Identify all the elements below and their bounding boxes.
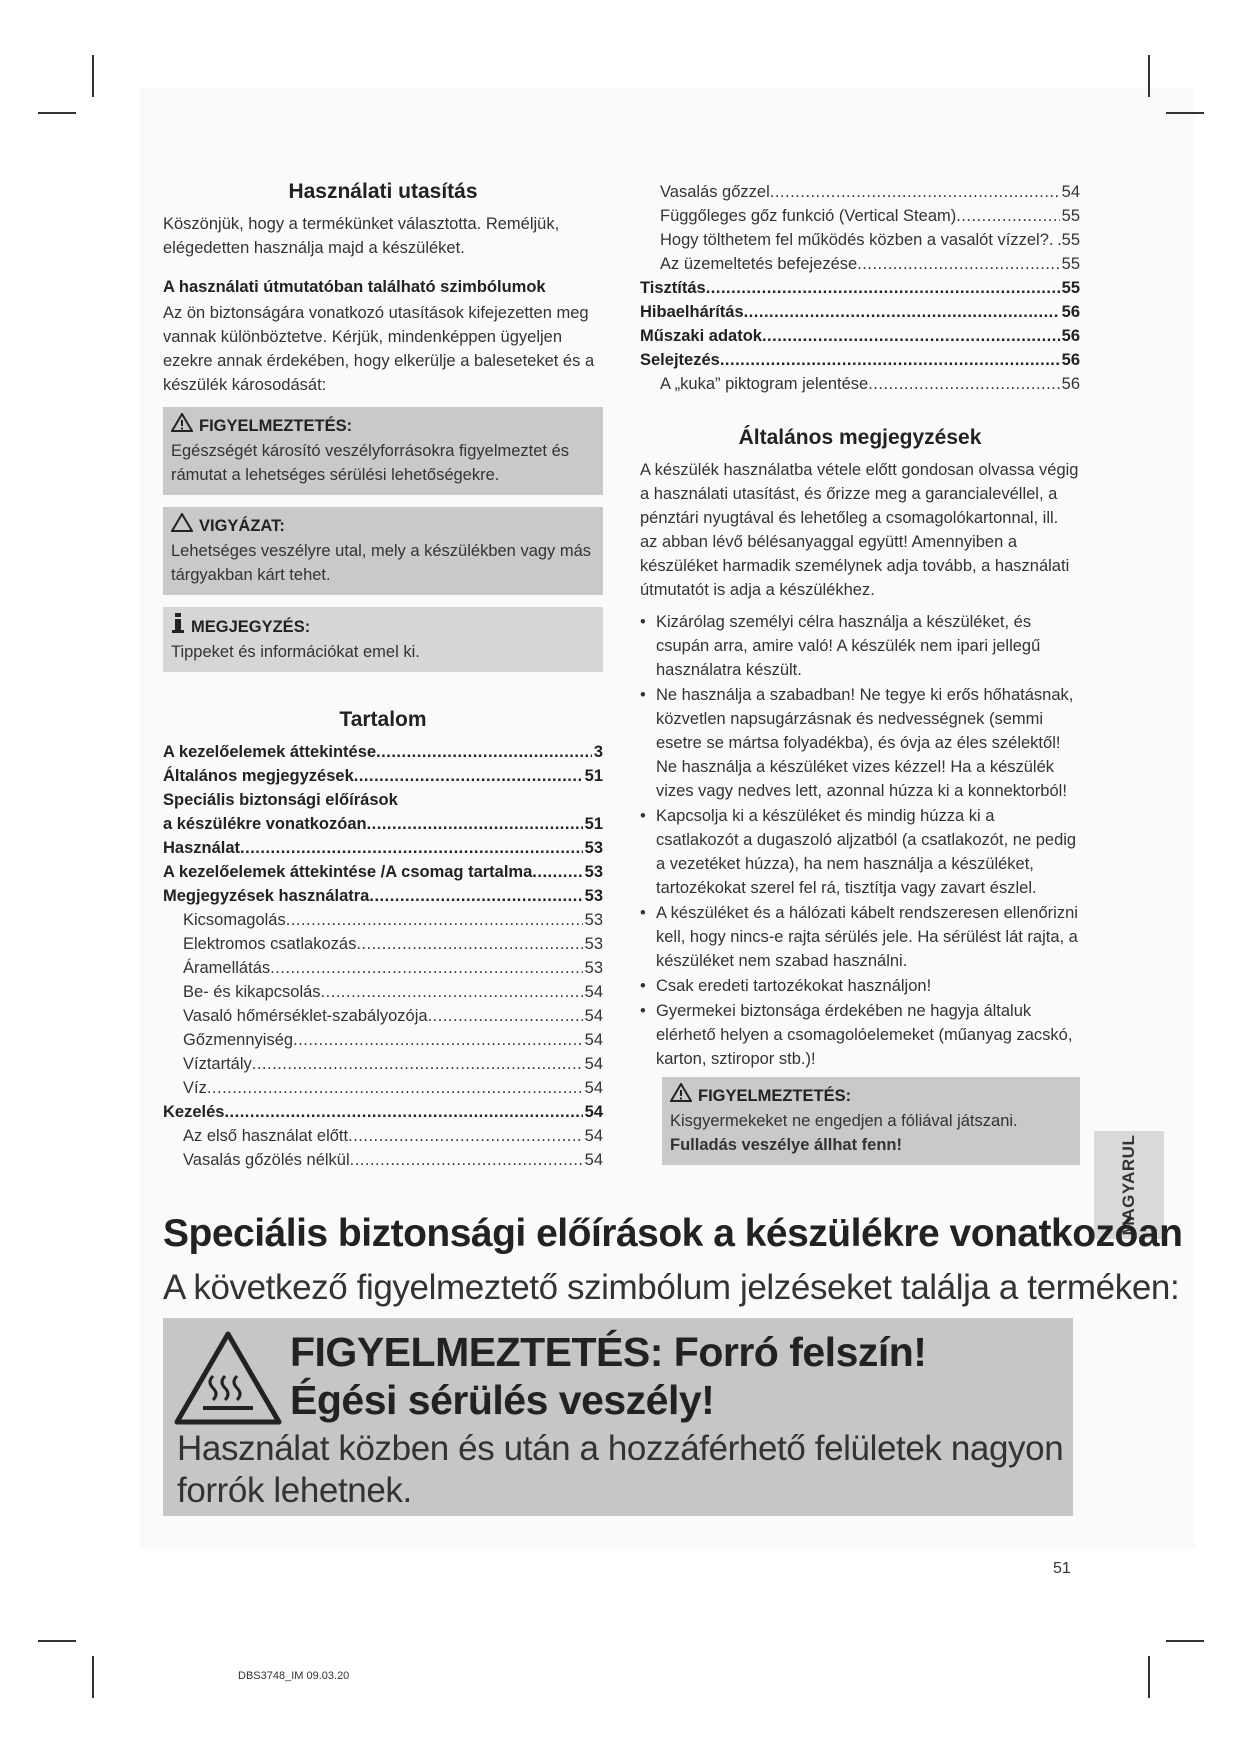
toc-label: Vasalás gőzzel: [660, 183, 770, 201]
toc-leader-dots: [376, 740, 592, 764]
toc-row: [640, 276, 1080, 300]
toc-row: [163, 1004, 603, 1028]
toc-row: [640, 348, 1080, 372]
toc-row: [640, 204, 1080, 228]
toc-row: [163, 1052, 603, 1076]
toc-page: 54: [584, 983, 603, 1001]
right-column: [640, 180, 1080, 1165]
toc-label: Be- és kikapcsolás: [183, 983, 321, 1001]
toc-row: [163, 1028, 603, 1052]
toc-leader-dots: [286, 908, 583, 932]
toc-page: 55: [1061, 207, 1080, 225]
toc-label: A „kuka” piktogram jelentése: [660, 375, 869, 393]
toc-label: A kezelőelemek áttekintése: [163, 743, 377, 761]
toc-leader-dots: [293, 1028, 583, 1052]
warning-text-plain: Kisgyermekeket ne engedjen a fóliával játszani.: [670, 1112, 1018, 1130]
toc-row: [163, 932, 603, 956]
toc-leader-dots: [706, 276, 1060, 300]
list-item: • Kizárólag személyi célra használja a készüléket, és csupán arra, amire való! A készülék nem ipari jellegű használatra készült.: [640, 610, 1080, 682]
warning-text: Egészségét károsító veszélyforrásokra figyelmeztet és rámutat a lehetséges sérülési lehetőségekre.: [171, 442, 570, 484]
toc-page: 53: [584, 863, 603, 881]
toc-page: 54: [584, 1007, 603, 1025]
toc-row: [163, 764, 603, 788]
toc-leader-dots: [720, 348, 1060, 372]
note-box-title: [171, 613, 595, 640]
info-icon: [171, 613, 185, 640]
toc-page: 53: [584, 959, 603, 977]
toc-leader-dots: [321, 980, 583, 1004]
toc-page: 53: [584, 887, 603, 905]
warning-box: [163, 407, 603, 495]
toc-page: 51: [584, 815, 603, 833]
toc-label: Az első használat előtt: [183, 1127, 349, 1145]
hot-surface-title: [290, 1328, 926, 1424]
toc-row: [163, 1076, 603, 1100]
toc-label: Tisztítás: [640, 279, 706, 297]
caution-box: [163, 507, 603, 595]
list-item: • Ne használja a szabadban! Ne tegye ki erős hőhatásnak, közvetlen napsugárzásnak és nedvességnek (semmi esetre se mártsa folyadékba), és óvja az éles szélektől! Ne használja a készüléket vizes kézzel! Ha a készülék vizes vagy nedves lett, azonnal húzza ki a konnektorból!: [640, 683, 1080, 803]
safety-bullet-list: [640, 610, 1080, 1071]
toc-label: Gőzmennyiség: [183, 1031, 294, 1049]
toc-leader-dots: [367, 812, 583, 836]
suffocation-warning-title: [670, 1083, 1072, 1109]
toc-row: [163, 980, 603, 1004]
toc-label: Használat: [163, 839, 241, 857]
language-tab-label: MAGYARUL: [1119, 1134, 1138, 1236]
toc-label: a készülékre vonatkozóan: [163, 815, 367, 833]
toc-page: 54: [1061, 183, 1080, 201]
toc-label: Hibaelhárítás: [640, 303, 744, 321]
toc-page: 56: [1061, 351, 1080, 369]
manual-title: Használati utasítás: [288, 180, 478, 203]
toc-row: [163, 836, 603, 860]
toc-label: Az üzemeltetés befejezése: [660, 255, 858, 273]
toc-row: [163, 1148, 603, 1172]
list-item: • A készüléket és a hálózati kábelt rendszeresen ellenőrizni kell, hogy nincs-e rajta sérülés jele. Ha sérülést lát rajta, a készüléket nem szabad használni.: [640, 901, 1080, 973]
toc-leader-dots: [356, 932, 582, 956]
toc-page: .55: [1057, 231, 1080, 249]
toc-page: 54: [584, 1127, 603, 1145]
toc-page: 55: [1061, 255, 1080, 273]
toc-leader-dots: [868, 372, 1059, 396]
toc-leader-dots: [350, 1148, 583, 1172]
warning-text-bold: Fulladás veszélye állhat fenn!: [670, 1136, 902, 1154]
toc-leader-dots: [354, 764, 583, 788]
toc-page: 54: [584, 1031, 603, 1049]
hot-surface-title-line2: Égési sérülés veszély!: [290, 1377, 715, 1423]
toc-row: [640, 180, 1080, 204]
toc-row: [640, 300, 1080, 324]
caution-text: Lehetséges veszélyre utal, mely a készülékben vagy más tárgyakban kárt tehet.: [171, 542, 592, 584]
toc-leader-dots: [207, 1076, 583, 1100]
footer-code: DBS3748_IM 09.03.20: [238, 1670, 350, 1682]
toc-list-right: [640, 180, 1080, 396]
list-item: • Gyermekei biztonsága érdekében ne hagyja általuk elérhető helyen a csomagolóelemeket (műanyag zacskó, karton, sztiropor stb.)!: [640, 999, 1080, 1071]
caution-label: VIGYÁZAT:: [199, 517, 285, 535]
toc-list-left: [163, 740, 603, 1172]
toc-row: [163, 956, 603, 980]
toc-label: Kezelés: [163, 1103, 225, 1121]
toc-label: A kezelőelemek áttekintése /A csomag tartalma: [163, 863, 533, 881]
warning-label: FIGYELMEZTETÉS:: [199, 417, 353, 435]
toc-leader-dots: [240, 836, 583, 860]
toc-label: Víz: [183, 1079, 207, 1097]
left-column: [163, 180, 603, 1172]
crop-mark: [38, 112, 76, 114]
toc-label: Függőleges gőz funkció (Vertical Steam): [660, 207, 957, 225]
toc-leader-dots: [348, 1124, 583, 1148]
hot-surface-title-line1: FIGYELMEZTETÉS: Forró felszín!: [290, 1329, 927, 1375]
crop-mark: [38, 1640, 76, 1642]
toc-leader-dots: [956, 204, 1059, 228]
toc-leader-dots: [857, 252, 1059, 276]
toc-leader-dots: [744, 300, 1060, 324]
toc-page: 56: [1061, 375, 1080, 393]
list-item: • Csak eredeti tartozékokat használjon!: [640, 974, 1080, 998]
suffocation-warning-text: [670, 1109, 1072, 1157]
toc-page: 53: [584, 839, 603, 857]
toc-leader-dots: [762, 324, 1060, 348]
toc-label: Áramellátás: [183, 959, 271, 977]
toc-label: Hogy tölthetem fel működés közben a vasalót vízzel?: [660, 231, 1049, 249]
warning-triangle-icon: [670, 1083, 692, 1109]
symbols-heading: A használati útmutatóban található szimbólumok: [163, 278, 546, 296]
toc-row: Speciális biztonsági előírások: [163, 791, 398, 809]
toc-label: Selejtezés: [640, 351, 720, 369]
toc-title: Tartalom: [339, 708, 427, 731]
toc-page: 54: [584, 1055, 603, 1073]
toc-row: [640, 372, 1080, 396]
warning-triangle-icon: [171, 413, 193, 439]
toc-row: [163, 740, 603, 764]
crop-mark: [1148, 1656, 1150, 1698]
hot-surface-icon: [173, 1330, 283, 1431]
note-text: Tippeket és információkat emel ki.: [171, 643, 420, 661]
toc-page: 53: [584, 911, 603, 929]
toc-label: Vasaló hőmérséklet-szabályozója: [183, 1007, 428, 1025]
toc-label: Elektromos csatlakozás: [183, 935, 357, 953]
intro-text: Köszönjük, hogy a termékünket választotta. Reméljük, elégedetten használja majd a készüléket.: [163, 215, 560, 257]
note-label: MEGJEGYZÉS:: [191, 617, 311, 636]
toc-row: [163, 908, 603, 932]
toc-row: [163, 884, 603, 908]
hot-surface-warning-box: [163, 1318, 1073, 1516]
hot-surface-text: Használat közben és után a hozzáférhető felületek nagyon forrók lehetnek.: [177, 1429, 1064, 1510]
toc-page: 54: [584, 1079, 603, 1097]
crop-mark: [1148, 55, 1150, 97]
toc-row: [640, 228, 1080, 252]
toc-row: [640, 324, 1080, 348]
toc-leader-dots: [532, 860, 582, 884]
toc-page: 3: [593, 743, 603, 761]
toc-row: [640, 252, 1080, 276]
safety-section-subtitle: A következő figyelmeztető szimbólum jelzéseket találja a terméken:: [163, 1268, 1180, 1307]
toc-page: 51: [584, 767, 603, 785]
toc-label: Kicsomagolás: [183, 911, 286, 929]
toc-row: [163, 1124, 603, 1148]
toc-page: 54: [584, 1103, 603, 1121]
toc-label: Vasalás gőzölés nélkül: [183, 1151, 350, 1169]
suffocation-warning-box: [662, 1077, 1080, 1165]
toc-label: Általános megjegyzések: [163, 767, 354, 785]
note-box: [163, 607, 603, 672]
warning-label: FIGYELMEZTETÉS:: [698, 1087, 852, 1105]
toc-leader-dots: [252, 1052, 583, 1076]
toc-page: 56: [1061, 327, 1080, 345]
toc-page: 53: [584, 935, 603, 953]
crop-mark: [92, 55, 94, 97]
crop-mark: [92, 1656, 94, 1698]
crop-mark: [1166, 1640, 1204, 1642]
crop-mark: [1166, 112, 1204, 114]
toc-label: Megjegyzések használatra: [163, 887, 370, 905]
page-number: 51: [1053, 1560, 1071, 1577]
list-item: • Kapcsolja ki a készüléket és mindig húzza ki a csatlakozót a dugaszoló aljzatból (a csatlakozót, ne pedig a vezetéket húzza), ha nem használja a készüléket, tartozékokat szerel fel rá, tisztítja vagy zavart észlel.: [640, 804, 1080, 900]
toc-page: 56: [1061, 303, 1080, 321]
toc-page: 54: [584, 1151, 603, 1169]
toc-leader-dots: [428, 1004, 583, 1028]
safety-section-title: Speciális biztonsági előírások a készülékre vonatkozóan: [163, 1212, 1183, 1255]
toc-row: [163, 812, 603, 836]
toc-row: [163, 1100, 603, 1124]
warning-box-title: [171, 413, 595, 439]
toc-page: 55: [1061, 279, 1080, 297]
caution-triangle-icon: [171, 513, 193, 539]
toc-leader-dots: [369, 884, 582, 908]
symbols-text: Az ön biztonságára vonatkozó utasítások kifejezetten meg vannak különböztetve. Kérjük, mindenképpen ügyeljen ezekre annak érdekében, hogy elkerülje a baleseteket és a készülék károsodását:: [163, 304, 595, 394]
toc-label: Műszaki adatok: [640, 327, 762, 345]
general-notes-title: Általános megjegyzések: [738, 426, 982, 449]
caution-box-title: [171, 513, 595, 539]
toc-row: [163, 860, 603, 884]
general-notes-text: A készülék használatba vétele előtt gondosan olvassa végig a használati utasítást, és őrizze meg a garancialevéllel, a pénztári nyugtával és lehetőleg a csomagolókartonnal, ill. az abban lévő bélésanyaggal együtt! Amennyiben a készüléket harmadik személynek adja tovább, a használati útmutatót is adja a készülékhez.: [640, 461, 1079, 599]
toc-leader-dots: [770, 180, 1060, 204]
toc-leader-dots: [270, 956, 583, 980]
toc-label: Víztartály: [183, 1055, 252, 1073]
toc-leader-dots: [224, 1100, 582, 1124]
